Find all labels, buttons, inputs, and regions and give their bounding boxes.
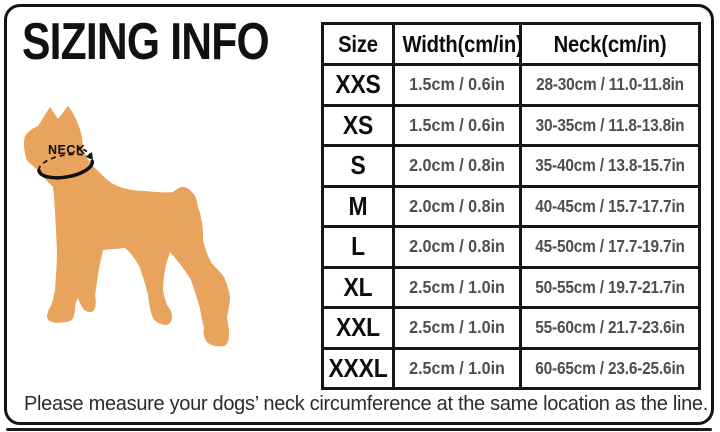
width-cell: 1.5cm / 0.6in xyxy=(394,105,521,146)
width-cell: 2.5cm / 1.0in xyxy=(394,348,521,389)
table-row xyxy=(323,186,700,227)
width-cell: 2.5cm / 1.0in xyxy=(394,267,521,308)
table-row xyxy=(323,227,700,268)
size-cell: XXXL xyxy=(323,348,394,389)
size-cell: L xyxy=(323,227,394,268)
neck-cell: 60-65cm / 23.6-25.6in xyxy=(521,348,700,389)
size-cell: XL xyxy=(323,267,394,308)
measurement-note: Please measure your dogs’ neck circumference at the same location as the line. xyxy=(24,393,709,415)
size-cell: M xyxy=(323,186,394,227)
table-row xyxy=(323,308,700,349)
table-row xyxy=(323,105,700,146)
table-row xyxy=(323,65,700,106)
neck-cell: 30-35cm / 11.8-13.8in xyxy=(521,105,700,146)
sizing-table xyxy=(321,22,701,390)
width-cell: 1.5cm / 0.6in xyxy=(394,65,521,106)
size-cell: S xyxy=(323,146,394,187)
width-cell: 2.0cm / 0.8in xyxy=(394,186,521,227)
neck-cell: 35-40cm / 13.8-15.7in xyxy=(521,146,700,187)
size-cell: XXL xyxy=(323,308,394,349)
table-row xyxy=(323,267,700,308)
table-row xyxy=(323,348,700,389)
neck-cell: 55-60cm / 21.7-23.6in xyxy=(521,308,700,349)
bottom-shadow-line xyxy=(6,428,712,431)
neck-cell: 40-45cm / 15.7-17.7in xyxy=(521,186,700,227)
page-title xyxy=(22,13,323,71)
page-title-text: SIZING INFO xyxy=(22,13,269,71)
size-cell: XS xyxy=(323,105,394,146)
width-cell: 2.0cm / 0.8in xyxy=(394,227,521,268)
col-header-size: Size xyxy=(323,24,394,65)
neck-label: NECK xyxy=(48,143,86,157)
table-header-row xyxy=(323,24,700,65)
col-header-width: Width(cm/in) xyxy=(394,24,521,65)
dog-svg xyxy=(5,90,245,360)
neck-cell: 45-50cm / 17.7-19.7in xyxy=(521,227,700,268)
width-cell: 2.5cm / 1.0in xyxy=(394,308,521,349)
dog-illustration xyxy=(5,90,245,360)
col-header-neck: Neck(cm/in) xyxy=(521,24,700,65)
size-cell: XXS xyxy=(323,65,394,106)
neck-cell: 28-30cm / 11.0-11.8in xyxy=(521,65,700,106)
neck-cell: 50-55cm / 19.7-21.7in xyxy=(521,267,700,308)
width-cell: 2.0cm / 0.8in xyxy=(394,146,521,187)
table-row xyxy=(323,146,700,187)
